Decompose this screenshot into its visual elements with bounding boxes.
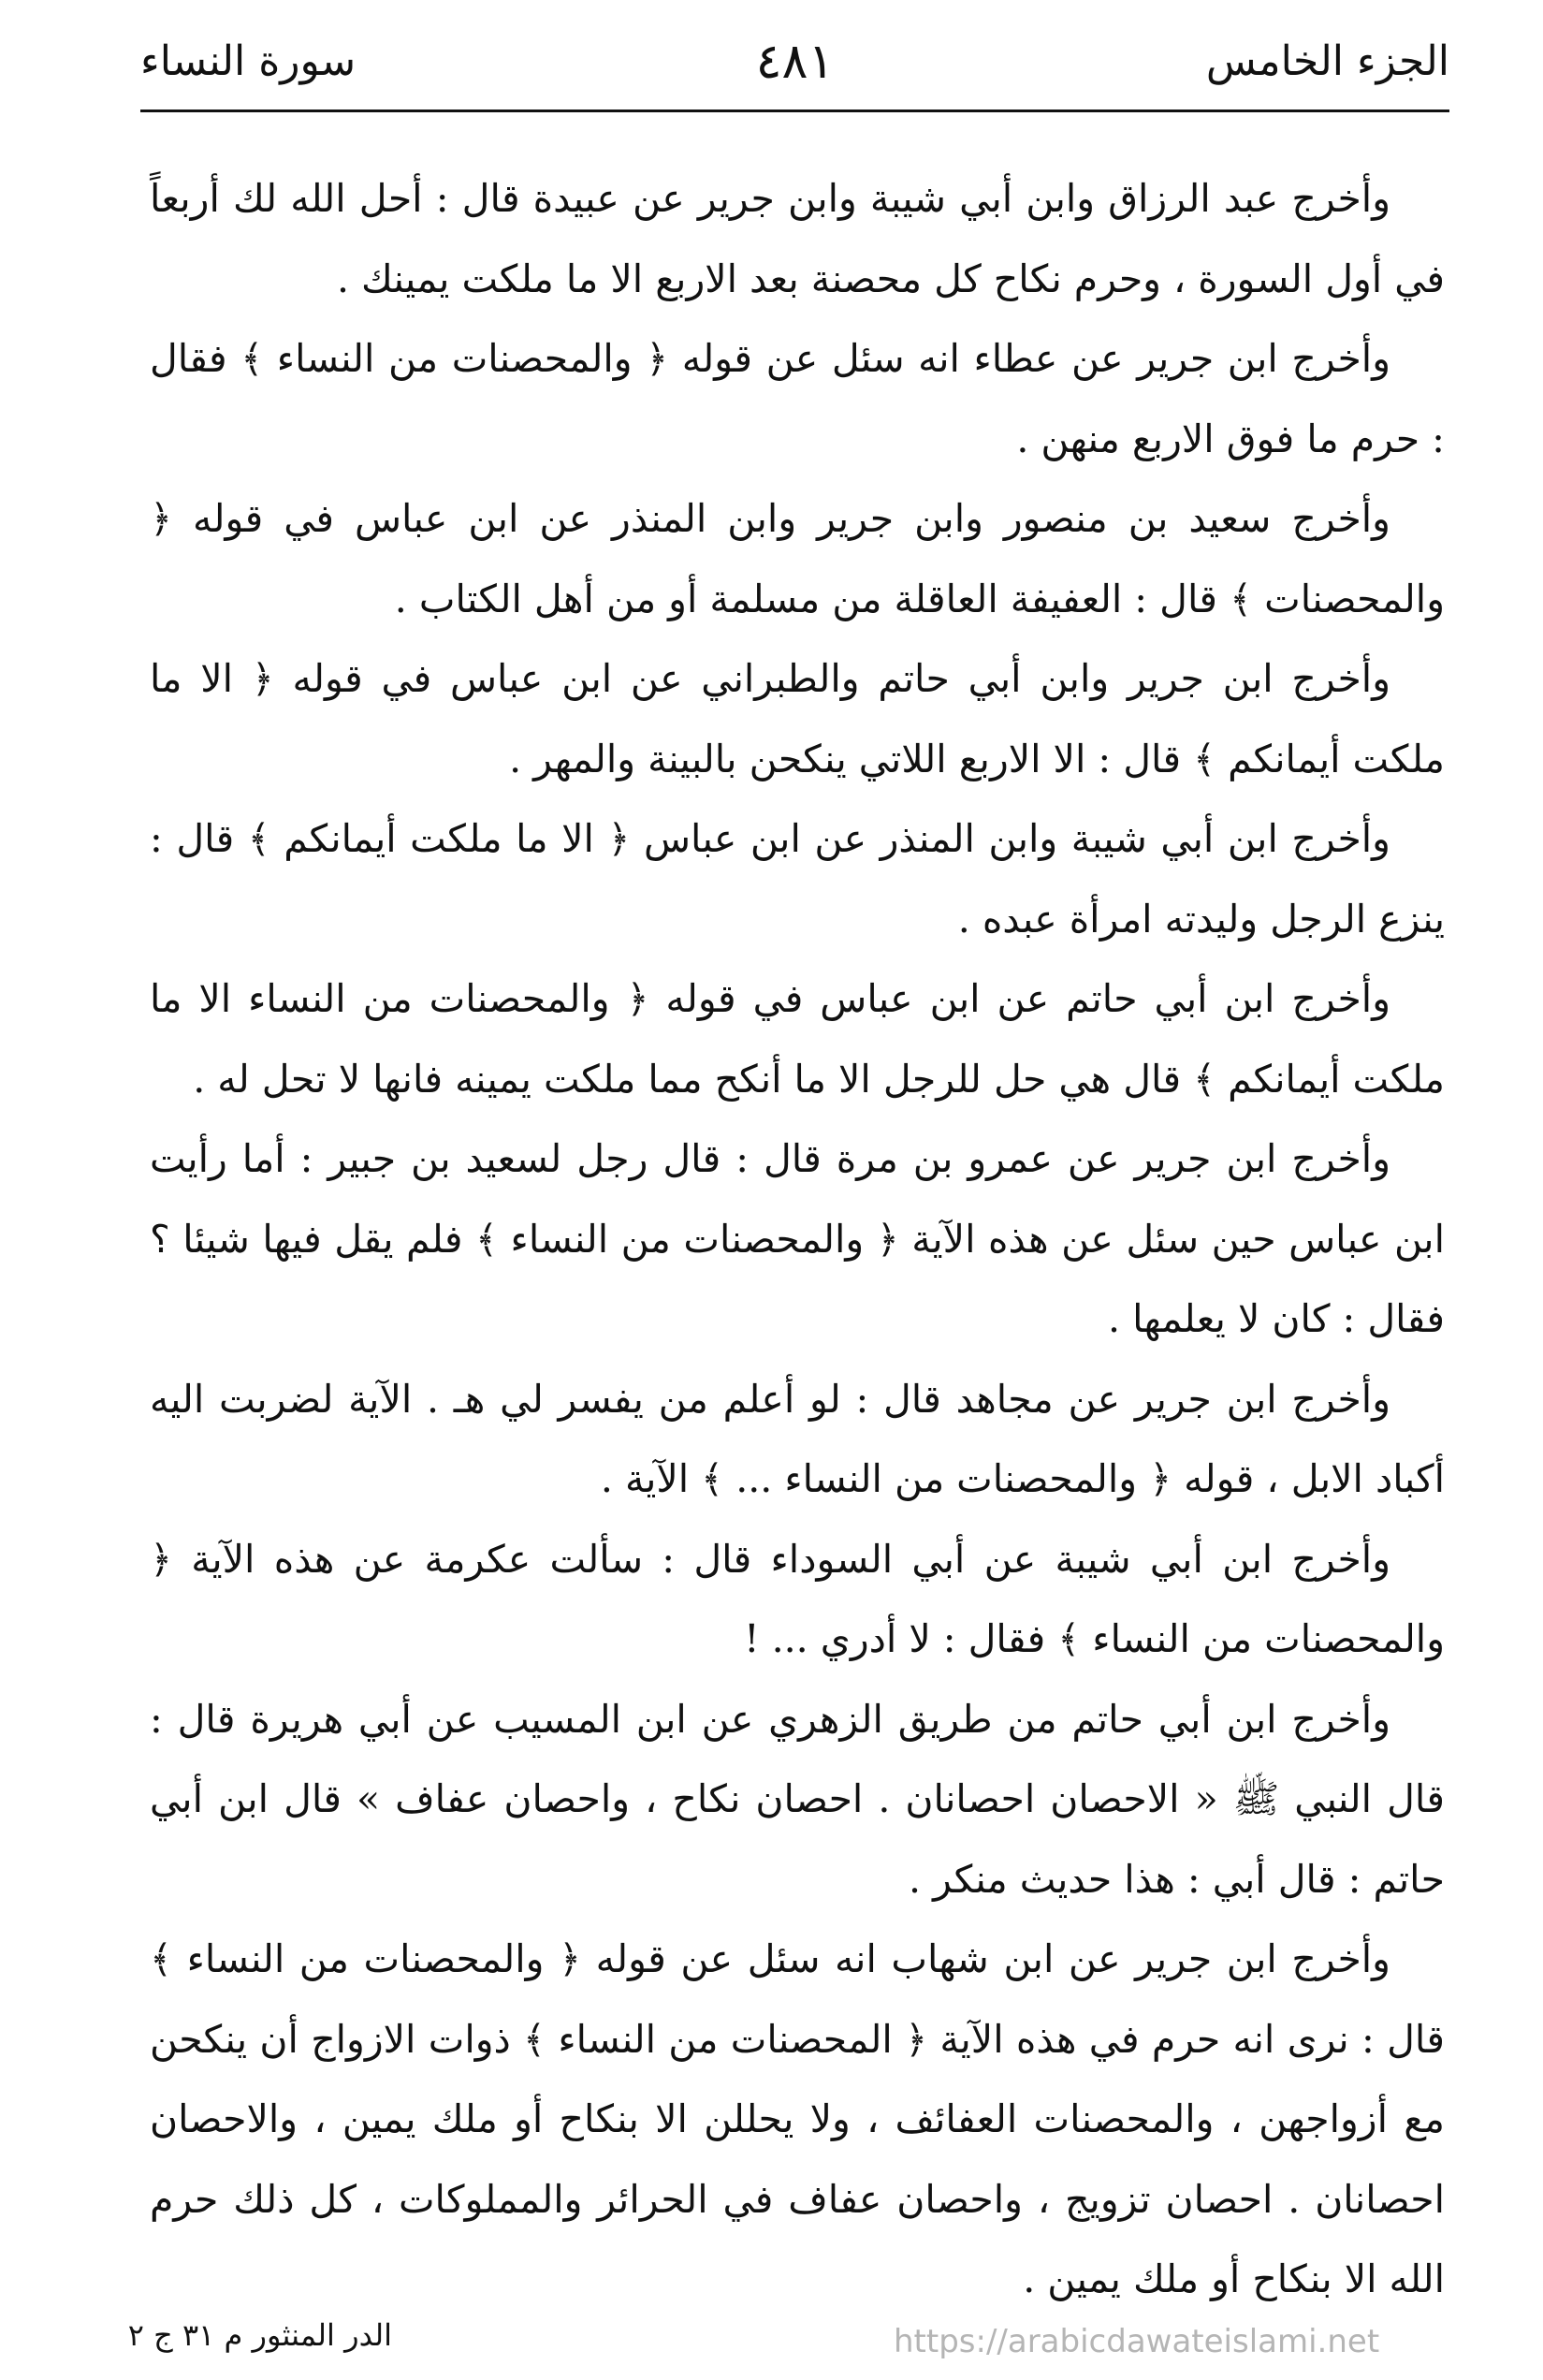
paragraph: وأخرج ابن جرير عن عمرو بن مرة قال : قال رجل لسعيد بن جبير : أما رأيت ابن عباس حين سئل عن هذه الآية ﴿ والمحصنات من النساء ﴾ فلم يقل فيها شيئا ؟ فقال : كان لا يعلمها . (150, 1136, 1445, 1341)
source-reference: الدر المنثور م ٣١ ج ٢ (127, 2317, 392, 2353)
surah-label: سورة النساء (140, 37, 357, 85)
paragraph: وأخرج ابن أبي حاتم من طريق الزهري عن ابن المسيب عن أبي هريرة قال : قال النبي ﷺ « الاحصان احصانان . احصان نكاح ، واحصان عفاف » قال ابن أبي حاتم : قال أبي : هذا حديث منكر . (150, 1696, 1445, 1902)
paragraph: وأخرج ابن جرير وابن أبي حاتم والطبراني عن ابن عباس في قوله ﴿ الا ما ملكت أيمانكم ﴾ قال : الا الاربع اللاتي ينكحن بالبينة والمهر . (150, 656, 1445, 781)
paragraph: وأخرج سعيد بن منصور وابن جرير وابن المنذر عن ابن عباس في قوله ﴿ والمحصنات ﴾ قال : العفيفة العاقلة من مسلمة أو من أهل الكتاب . (150, 496, 1445, 621)
paragraph: وأخرج ابن أبي حاتم عن ابن عباس في قوله ﴿ والمحصنات من النساء الا ما ملكت أيمانكم ﴾ قال هي حل للرجل الا ما أنكح مما ملكت يمينه فانها لا تحل له . (150, 976, 1445, 1102)
header-divider (140, 110, 1449, 112)
page-number: ٤٨١ (755, 34, 835, 90)
paragraph: وأخرج عبد الرزاق وابن أبي شيبة وابن جرير عن عبيدة قال : أحل الله لك أربعاً في أول السورة ، وحرم نكاح كل محصنة بعد الاربع الا ما ملكت يمينك . (150, 176, 1445, 301)
paragraph: وأخرج ابن جرير عن مجاهد قال : لو أعلم من يفسر لي هـ . الآية لضربت اليه أكباد الابل ، قوله ﴿ والمحصنات من النساء ... ﴾ الآية . (150, 1376, 1445, 1501)
paragraph: وأخرج ابن جرير عن عطاء انه سئل عن قوله ﴿ والمحصنات من النساء ﴾ فقال : حرم ما فوق الاربع منهن . (150, 336, 1445, 461)
paragraph: وأخرج ابن أبي شيبة وابن المنذر عن ابن عباس ﴿ الا ما ملكت أيمانكم ﴾ قال : ينزع الرجل وليدته امرأة عبده . (150, 816, 1445, 942)
paragraph: وأخرج ابن أبي شيبة عن أبي السوداء قال : سألت عكرمة عن هذه الآية ﴿ والمحصنات من النساء ﴾ فقال : لا أدري ... ! (150, 1536, 1445, 1661)
page-header (140, 28, 1449, 103)
paragraph: وأخرج ابن جرير عن ابن شهاب انه سئل عن قوله ﴿ والمحصنات من النساء ﴾ قال : نرى انه حرم في هذه الآية ﴿ المحصنات من النساء ﴾ ذوات الازواج أن ينكحن مع أزواجهن ، والمحصنات العفائف ، ولا يحللن الا بنكاح أو ملك يمين ، والاحصان احصانان . احصان تزويج ، واحصان عفاف في الحرائر والمملوكات ، كل ذلك حرم الله الا بنكاح أو ملك يمين . (150, 1936, 1445, 2301)
watermark-url: https://arabicdawateislami.net (894, 2323, 1380, 2360)
page-body (150, 159, 1445, 2320)
juz-label: الجزء الخامس (1205, 37, 1449, 85)
